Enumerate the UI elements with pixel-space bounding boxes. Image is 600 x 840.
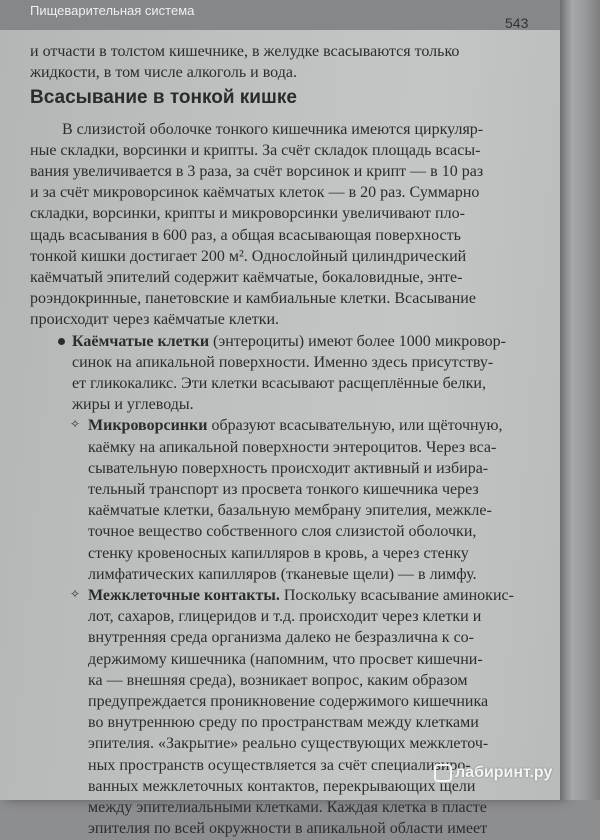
sub2-first-line [88,584,514,607]
paragraph-line: щадь всасывания в 600 раз, а общая всасывающая поверхность [30,226,461,244]
sub2-first-rest: Поскольку всасывание аминокис- [279,587,514,604]
sub1-line: каёмчатые клетки, базальную мембрану эпителия, межкле- [88,502,492,520]
page-number: 543 [505,15,529,31]
paragraph-line: складки, ворсинки, крипты и микроворсинки увеличивают пло- [30,205,465,223]
book-edge [560,0,600,800]
sub1-first-line [88,414,503,437]
diamond-bullet-icon: ✧ [70,417,81,432]
paragraph-line: и за счёт микроворсинок каёмчатых клеток — в 20 раз. Суммарно [30,184,480,202]
sub2-line: лот, сахаров, глицеридов и т.д. происходит через клетки и [88,608,482,626]
sub1-term: Микроворсинки [88,417,208,435]
paragraph-line: вания увеличивается в 3 раза, за счёт ворсинок и крипт — в 10 раз [30,163,484,180]
watermark-logo-icon [434,764,452,782]
sub2-line: предупреждается проникновение содержимого кишечника [88,693,489,710]
sub2-line: ка — внешняя среда), возникает вопрос, каким образом [88,671,468,689]
sub2-line: внутренняя среда организма далеко не безразлична к со- [88,629,475,647]
intro-line: и отчасти в толстом кишечнике, в желудке всасываются только [30,43,460,60]
paragraph-line: происходит через каёмчатые клетки. [30,311,280,329]
sub2-line: ных пространств осуществляется за счёт специализиро- [88,756,471,774]
paragraph-line: ные складки, ворсинки и крипты. За счёт складок площадь всасы- [30,141,481,159]
sub1-line: стенку кровеносных капилляров в кровь, а через стенку [88,544,469,562]
section-title: Пищеварительная система [30,3,195,18]
sub2-line: держимому кишечника (напомним, что просвет кишечни- [88,650,483,668]
running-header [0,0,560,30]
sub2-line: эпителия. «Закрытие» реально существующих межклеточ- [88,735,489,753]
bullet-first-rest: (энтероциты) имеют более 1000 микровор- [209,332,506,350]
bullet-term: Каёмчатые клетки [72,332,210,350]
paragraph-line: В слизистой оболочке тонкого кишечника имеются циркуляр- [62,120,484,138]
sub2-line: ванных межклеточных контактов, перекрывающих щели [88,777,476,795]
section-heading: Всасывание в тонкой кишке [30,87,297,109]
bullet-first-line [72,330,506,353]
sub2-line: между эпителиальными клетками. Каждая клетка в пласте [88,799,487,816]
diamond-bullet-icon: ✧ [70,587,81,601]
bullet-line: жиры и углеводы. [72,396,194,414]
paragraph-line: каёмчатый эпителий содержит каёмчатые, бокаловидные, энте- [30,269,463,286]
intro-line: жидкости, в том числе алкоголь и вода. [30,64,297,82]
bullet-line: ет гликокаликс. Эти клетки всасывают расщеплённые белки, [72,375,486,392]
paragraph-line: тонкой кишки достигает 200 м². Однослойный цилиндрический [30,247,467,265]
watermark-text: лабиринт.ру [455,764,553,781]
sub1-line: точное вещество собственного слоя слизистой оболочки, [88,523,477,541]
sub1-line: каёмку на апикальной поверхности энтероцитов. Через вса- [88,438,497,456]
sub1-line: сывательную поверхность происходит активный и избира- [88,459,489,477]
sub1-line: лимфатических капилляров (тканевые щели) — в лимфу. [88,565,477,583]
bullet-icon [58,338,65,345]
sub1-first-rest: образуют всасывательную, или щёточную, [207,417,503,435]
sub2-term: Межклеточные контакты. [88,587,280,604]
sub2-line: эпителия по всей окружности в апикальной области имеет [88,820,488,838]
sub1-line: тельный транспорт из просвета тонкого кишечника через [88,481,479,498]
paragraph-line: роэндокринные, панетовские и камбиальные клетки. Всасывание [30,290,476,308]
sub2-line: во внутреннюю среду по пространствам между клетками [88,714,479,732]
bullet-line: синок на апикальной поверхности. Именно здесь присутству- [72,353,494,371]
